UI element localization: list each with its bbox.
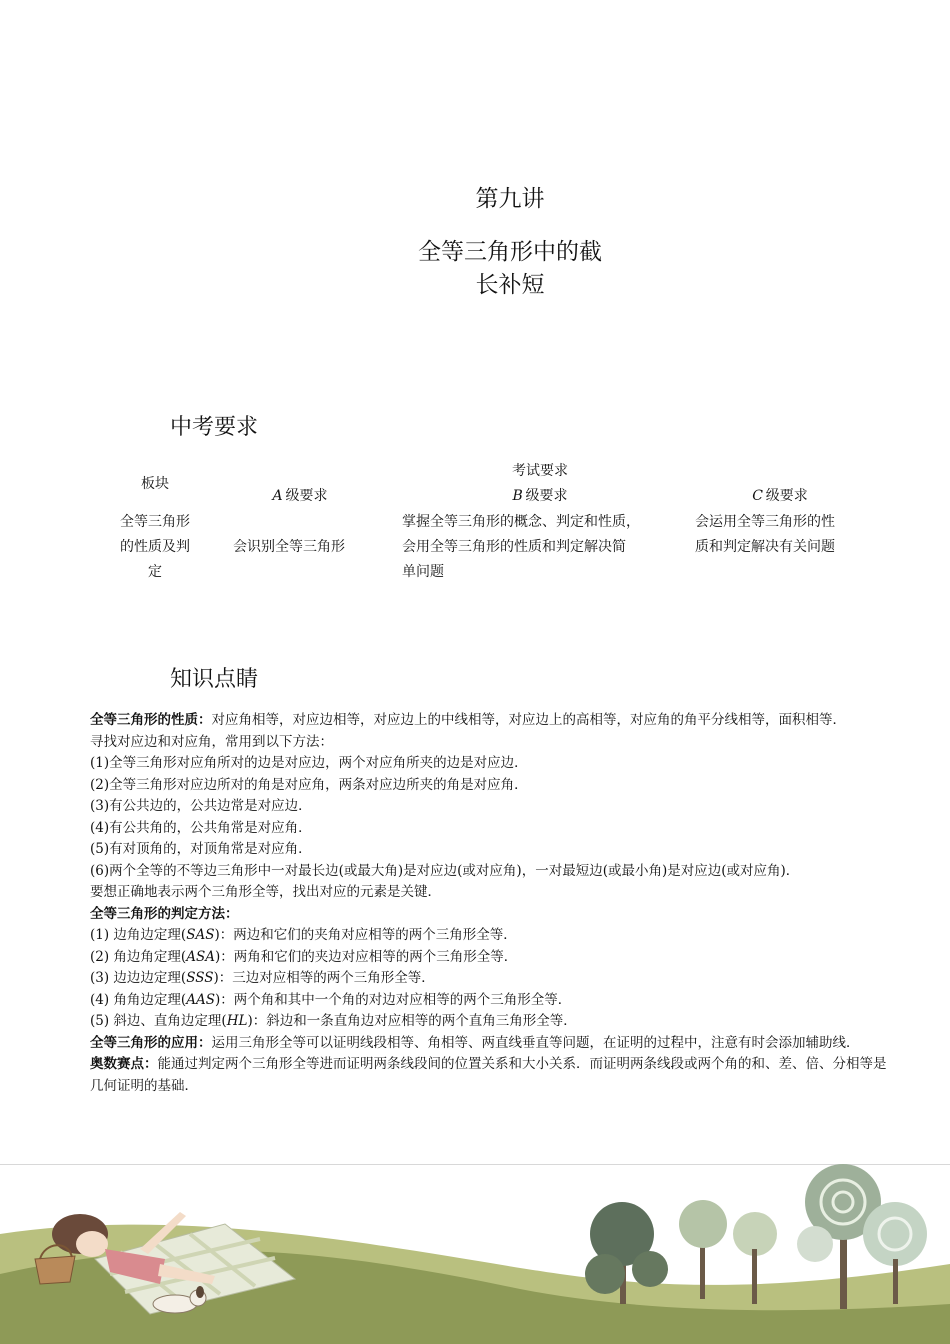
criteria-title: 全等三角形的判定方法： <box>90 905 239 922</box>
lecture-title-line2: 长补短 <box>475 272 545 298</box>
properties-title: 全等三角形的性质： <box>90 712 212 728</box>
find-method-4: (4)有公共角的，公共角常是对应角． <box>90 819 312 836</box>
row-block-cell: 全等三角形 的性质及判 定 <box>120 514 190 580</box>
find-method-1: (1)全等三角形对应角所对的边是对应边，两个对应角所夹的边是对应边． <box>90 755 528 771</box>
find-method-2: (2)全等三角形对应边所对的角是对应角，两条对应边所夹的角是对应角． <box>90 776 528 793</box>
knowledge-heading: 知识点睛 <box>170 667 259 692</box>
col-header-block: 板块 <box>141 476 169 492</box>
olympiad-paragraph: 奥数赛点：能通过判定两个三角形全等进而证明两条线段间的位置关系和大小关系．而证明两条线段或两个角的和、差、倍、分相等是几何证明的基础． <box>90 1056 887 1094</box>
key-note: 要想正确地表示两个三角形全等，找出对应的元素是关键． <box>90 884 441 900</box>
find-intro: 寻找对应边和对应角，常用到以下方法： <box>90 733 333 750</box>
find-method-3: (3)有公共边的，公共边常是对应边． <box>90 798 312 814</box>
landscape-illustration <box>0 1164 950 1344</box>
row-level-b-cell: 掌握全等三角形的概念、判定和性质， 会用全等三角形的性质和判定解决简 单问题 <box>402 514 640 580</box>
application-title: 全等三角形的应用： <box>90 1034 212 1051</box>
criteria-title-line <box>90 904 890 926</box>
col-header-level-a: A 级要求 <box>272 488 328 504</box>
lecture-number: 第九讲 <box>475 186 545 212</box>
knowledge-body <box>90 710 890 1097</box>
col-header-exam: 考试要求 <box>512 463 568 479</box>
criterion-4: (4) 角角边定理(AAS)：两个角和其中一个角的对边对应相等的两个三角形全等． <box>90 991 572 1008</box>
criterion-3: (3) 边边边定理(SSS)：三边对应相等的两个三角形全等． <box>90 970 435 986</box>
col-header-level-c: C 级要求 <box>752 488 808 504</box>
row-level-a-cell: 会识别全等三角形 <box>233 539 345 555</box>
properties-paragraph: 全等三角形的性质：对应角相等，对应边相等，对应边上的中线相等，对应边上的高相等，对应角的角平分线相等，面积相等． <box>90 712 846 728</box>
find-method-6: (6)两个全等的不等边三角形中一对最长边(或最大角)是对应边(或对应角)，一对最短边(或最小角)是对应边(或对应角)． <box>90 862 800 879</box>
col-header-level-b: B 级要求 <box>512 488 568 504</box>
requirements-heading: 中考要求 <box>170 415 259 440</box>
find-method-5: (5)有对顶角的，对顶角常是对应角． <box>90 841 312 857</box>
row-level-c-cell: 会运用全等三角形的性 质和判定解决有关问题 <box>695 514 835 555</box>
criterion-5: (5) 斜边、直角边定理(HL)：斜边和一条直角边对应相等的两个直角三角形全等． <box>90 1013 577 1029</box>
criterion-1: (1) 边角边定理(SAS)：两边和它们的夹角对应相等的两个三角形全等． <box>90 927 517 943</box>
application-paragraph: 全等三角形的应用：运用三角形全等可以证明线段相等、角相等、两直线垂直等问题，在证明的过程中，注意有时会添加辅助线． <box>90 1034 860 1051</box>
olympiad-title: 奥数赛点： <box>90 1056 158 1072</box>
criterion-2: (2) 角边角定理(ASA)：两角和它们的夹边对应相等的两个三角形全等． <box>90 948 518 965</box>
lecture-title-line1: 全等三角形中的截 <box>418 239 602 265</box>
